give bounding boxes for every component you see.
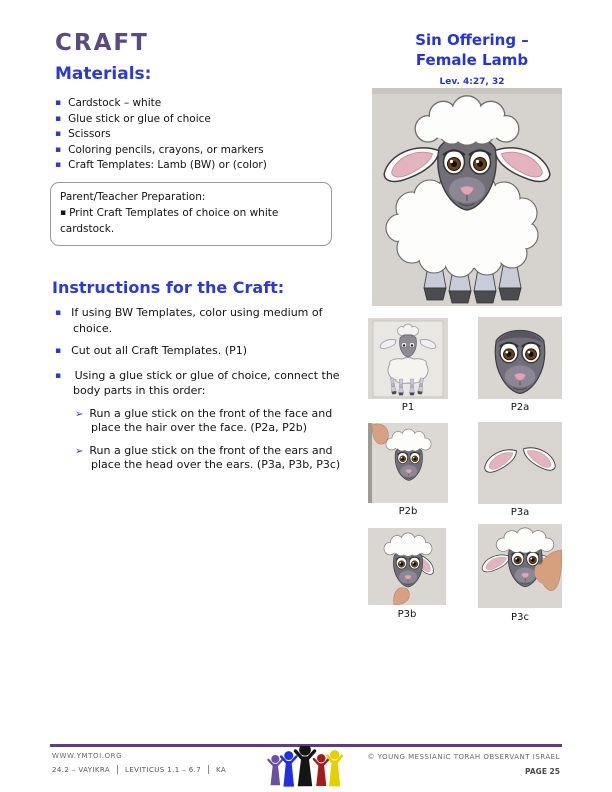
teacher-preparation-box: [50, 182, 332, 246]
instruction-step: ▪ If using BW Templates, color using medium of choice.: [55, 306, 365, 335]
lamb-craft-illustration: [372, 88, 562, 306]
instruction-step-text: Using a glue stick or glue of choice, connect the body parts in this order:: [73, 368, 340, 397]
photo-caption: P1: [401, 402, 415, 413]
photo-caption: P3b: [397, 609, 417, 620]
instruction-substeps: [75, 407, 365, 472]
photo-caption: P2b: [398, 506, 418, 517]
footer-lesson-ref: 24.2 – VAYIKRA: [52, 766, 111, 774]
footer-code: KA: [216, 766, 227, 774]
instructions-list: [55, 306, 365, 481]
photo-p2a-face: [478, 317, 562, 399]
material-item: ▪ Scissors: [55, 127, 267, 143]
material-item: ▪ Coloring pencils, crayons, or markers: [55, 143, 267, 159]
page-title: CRAFT: [55, 30, 149, 56]
instruction-step: [55, 369, 365, 472]
lesson-title-line1: Sin Offering –: [415, 31, 529, 49]
footer-separator: [208, 765, 209, 774]
material-item: ▪ Cardstock – white: [55, 96, 267, 112]
head-one-ear-illustration: [368, 528, 446, 605]
lesson-title: [382, 30, 562, 92]
photo-p2b-face-hair: [368, 423, 448, 503]
footer-scripture: LEVITICUS 1.1 – 6.7: [125, 766, 202, 774]
main-photo-completed-lamb: [372, 88, 562, 306]
instruction-substep: ➢ Run a glue stick on the front of the ears and place the head over the ears. (P3a, P3b, P3c): [75, 444, 365, 472]
photo-caption: P3c: [511, 612, 529, 623]
ears-illustration: [478, 422, 562, 504]
material-item: ▪ Craft Templates: Lamb (BW) or (color): [55, 158, 267, 174]
head-both-ears-illustration: [478, 524, 562, 608]
scripture-reference: Lev. 4:27, 32: [439, 77, 505, 87]
preparation-heading: Parent/Teacher Preparation:: [60, 191, 206, 203]
photo-p1-templates: [368, 318, 448, 399]
material-item: ▪ Glue stick or glue of choice: [55, 112, 267, 128]
materials-list: [55, 96, 267, 174]
footer-lesson-info: [52, 765, 226, 774]
photo-p3c-head-both-ears: [478, 524, 562, 608]
photo-caption: P2a: [510, 402, 530, 413]
lesson-title-line2: Female Lamb: [415, 51, 529, 69]
templates-illustration: [368, 318, 448, 399]
photo-p3a-ears: [478, 422, 562, 504]
preparation-list: [60, 206, 322, 237]
instructions-heading: Instructions for the Craft:: [52, 278, 285, 297]
footer-page-number: PAGE 25: [525, 767, 560, 776]
preparation-item: ▪ Print Craft Templates of choice on white cardstock.: [60, 206, 322, 237]
instruction-step: ▪ Cut out all Craft Templates. (P1): [55, 344, 365, 360]
ymtoi-logo: [266, 746, 344, 790]
footer-website: WWW.YMTOI.ORG: [52, 752, 123, 760]
photo-p3b-head-one-ear: [368, 528, 446, 605]
footer-separator: [117, 765, 118, 774]
instruction-substep: ➢ Run a glue stick on the front of the face and place the hair over the face. (P2a, P2b): [75, 407, 365, 435]
footer-copyright: © YOUNG MESSIANIC TORAH OBSERVANT ISRAEL: [367, 753, 560, 761]
photo-caption: P3a: [510, 507, 530, 518]
face-illustration: [478, 317, 562, 399]
face-hair-illustration: [368, 423, 448, 503]
materials-heading: Materials:: [55, 64, 152, 84]
